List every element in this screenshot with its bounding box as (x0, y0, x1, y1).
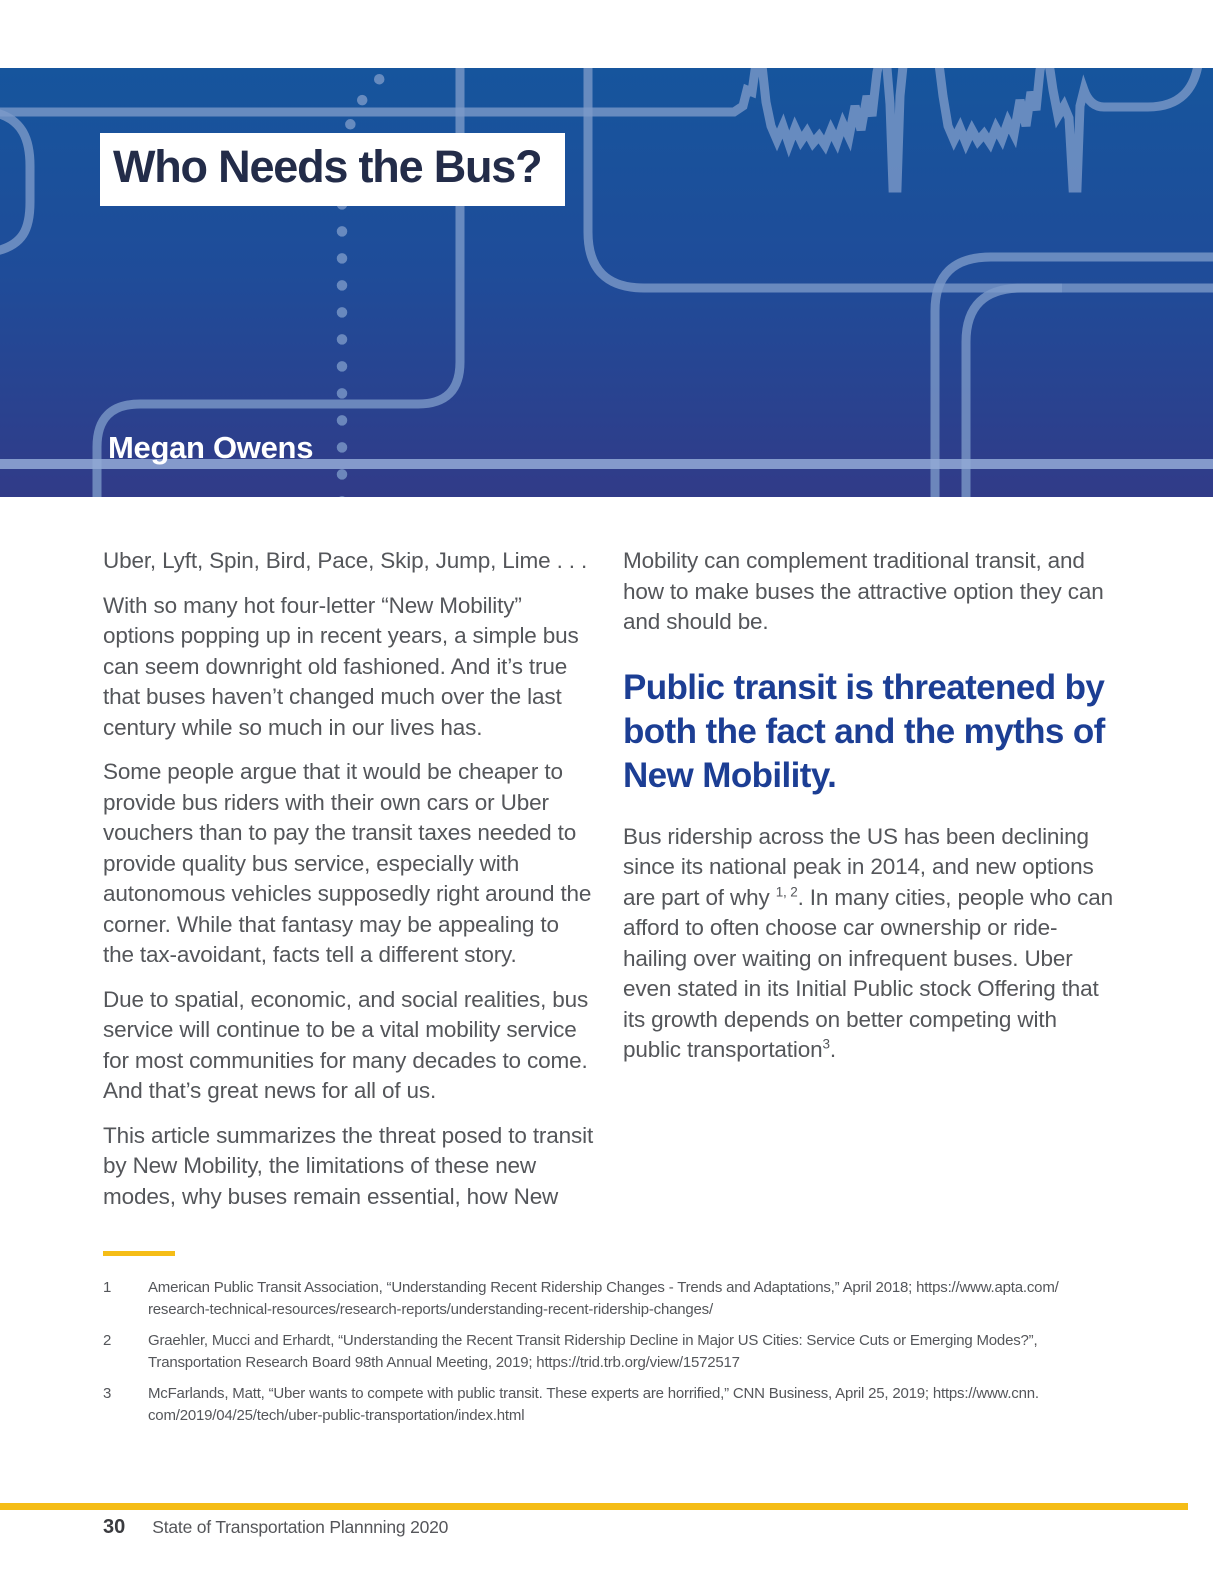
header-banner (0, 68, 1213, 497)
footnote (103, 1277, 1119, 1320)
paragraph: With so many hot four-letter “New Mobility” options popping up in recent years, a simple bus can seem downright old fashioned. And it’s true that buses haven’t changed much over the last century while so much in our lives has. (103, 592, 579, 740)
author-name: Megan Owens (108, 430, 314, 465)
footnote-ref-3: 3 (822, 1036, 830, 1052)
footnote-line: American Public Transit Association, “Understanding Recent Ridership Changes - Trends and Adaptations,” April 2018; https://www.apta.com/ (148, 1279, 1059, 1296)
page-footer (103, 1516, 448, 1539)
footnote-text (148, 1383, 1119, 1426)
body-text: . In many cities, people who can afford to often choose car ownership or ride-hailing over waiting on infrequent buses. Uber even stated in its Initial Public stock Offering that its growth depends on better competing with public transportation (623, 884, 1113, 1062)
footnote-line: McFarlands, Matt, “Uber wants to compete with public transit. These experts are horrified,” CNN Business, April 25, 2019; https://www.cnn. (148, 1385, 1039, 1402)
body-text: Bus ridership across the US has been declining since its national peak in 2014, and new options are part of why (623, 823, 1094, 910)
right-column (623, 546, 1115, 1226)
footnotes-section (103, 1251, 1119, 1436)
footnote-ref-1-2: 1, 2 (775, 884, 798, 899)
section-heading: Public transit is threatened by both the fact and the myths of New Mobility. (623, 667, 1105, 795)
title-box (100, 133, 565, 206)
footnote-line: Graehler, Mucci and Erhardt, “Understanding the Recent Transit Ridership Decline in Major US Cities: Service Cuts or Emerging Modes?”, (148, 1332, 1038, 1349)
footnote-line: Transportation Research Board 98th Annual Meeting, 2019; https://trid.trb.org/view/1572517 (148, 1353, 740, 1371)
footer-accent-bar (0, 1503, 1188, 1510)
left-column (103, 546, 595, 1226)
paragraph: This article summarizes the threat posed to transit by New Mobility, the limitations of these new modes, why buses remain essential, how New (103, 1122, 594, 1209)
paragraph: Uber, Lyft, Spin, Bird, Pace, Skip, Jump, Lime . . . (103, 548, 588, 573)
footnote-number: 1 (103, 1279, 112, 1296)
paragraph: Mobility can complement traditional transit, and how to make buses the attractive option they can and should be. (623, 548, 1104, 634)
paragraph-with-footnote-refs (623, 822, 1115, 1066)
paragraph: Due to spatial, economic, and social realities, bus service will continue to be a vital mobility service for most communities for many decades to come. And that’s great news for all of us. (103, 986, 589, 1103)
publication-title: State of Transportation Plannning 2020 (152, 1517, 449, 1537)
footnote-number: 3 (103, 1385, 112, 1402)
footnote-text (148, 1277, 1119, 1320)
footnote (103, 1330, 1119, 1373)
page-title: Who Needs the Bus? (113, 141, 542, 192)
footnote-line: research-technical-resources/research-reports/understanding-recent-ridership-changes/ (148, 1300, 713, 1318)
footnote-text (148, 1330, 1119, 1373)
article-body (103, 546, 1115, 1226)
footnote (103, 1383, 1119, 1426)
footnote-line: com/2019/04/25/tech/uber-public-transportation/index.html (148, 1406, 525, 1424)
page-number: 30 (103, 1516, 126, 1538)
footnote-divider-rule (103, 1251, 175, 1256)
body-text: . (829, 1037, 836, 1062)
left-edge-curve (0, 112, 30, 252)
paragraph: Some people argue that it would be cheaper to provide bus riders with their own cars or Uber vouchers than to pay the transit taxes needed to provide quality bus service, especially with autonomous vehicles supposedly right around the corner. While that fantasy may be appealing to the tax-avoidant, facts tell a different story. (103, 759, 592, 967)
footnote-number: 2 (103, 1332, 112, 1349)
